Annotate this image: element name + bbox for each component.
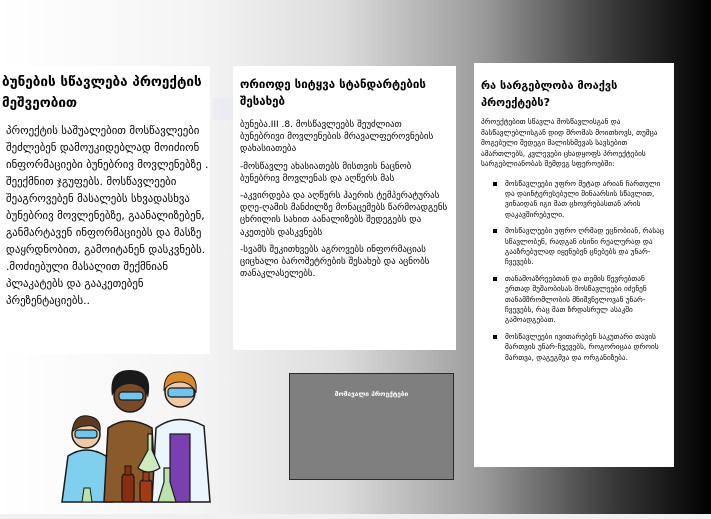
scientists-clipart-image	[48, 356, 224, 504]
standards-paragraph: -აკვირდება და აღწერს ჰაერის ტემპერატურას დღე-ღამის მანძილზე მონაცემებს წარმოადგენს ცხრილის სახით აანალიზებს შედეგებს და აკეთებს დასკვნებს	[240, 191, 448, 238]
benefit-item: მოსწავლეები ივითარებენ საკუთარი თავის მართვის უნარ-ჩვევებს, როგორიცაა დროის მართვა, დაგეგმვა და ორგანიზება.	[505, 332, 666, 363]
benefits-list	[481, 179, 666, 364]
standards-paragraph: ბუნება.III .8. მოსწავლეებს შეუძლიათ ბუნებრივი მოვლენების მრავალფეროვნების დახასიათება	[240, 120, 434, 155]
bottom-strip	[0, 514, 711, 519]
standards-paragraph: -სვამს შეკითხვებს აგროვებს ინფორმაციას ციცხალი ბაროშეტრების შესახებ და აცნობს თანაკლასელებს.	[240, 244, 430, 280]
panel-benefits-title: რა სარგებლობა მოაქვს პროექტებს?	[481, 79, 618, 109]
panel-intro-body: პროექტის საშუალებით მოსწავლეები შეძლებენ დამოუკიდებლად მოიძიონ ინფორმაციები ბუნებრივ მოვლენებზე . შეექმნით ჯგუფებს. მოსწავლეები შეაგროვებენ მასალებს სხვადასხვა ბუნებრივ მოვლენებზე, გაანალიზებენ, განმარტავენ ინფორმაციებს და მასზე დაყრდნობით, გამოიტანენ დასკვნებს. .მოძიებული მასალით შექმნიან პლაკატებს და გააკეთებენ პრეზენტაციებს..	[6, 124, 209, 307]
image-placeholder[interactable]	[289, 373, 454, 480]
standards-paragraph: -მოსწავლე ახასიათებს მისთვის ნაცნობ ბუნებრივ მოვლენას და აღწერს მას	[240, 161, 412, 184]
panel-standards-title: ორიოდე სიტყვა სტანდარტების შესახებ	[240, 77, 426, 108]
panel-intro	[0, 66, 210, 354]
image-placeholder-caption: მომავალი პროექტები	[334, 390, 409, 398]
panel-benefits	[474, 63, 674, 467]
benefit-item: თანამოაზრეებთან და თემის წევრებთან ერთად მუშაობისას მოსწავლეები იძენენ თანამშრომლობის მნიშვნელოვან უნარ-ჩვევებს, რაც მათ ზრდასრულ ასაკში გამოადგებათ.	[505, 274, 666, 326]
panel-standards	[233, 66, 456, 350]
panel-benefits-intro: პროექტებით სწავლა მოსწავლისგან და მასწავლებლისგან დიდ შრომას მოითხოვს, თუმცა მოგებული შედეგი მალისხმევას სავსებით ამართლებს, კვლევები ცხადყოფს პროექტების სარგებლიანობას შემდეგ სფეროებში:	[481, 117, 658, 168]
benefit-item: მოსწავლეები უფრო მეტად არიან ჩართული და დაინტერესებული შინაარსის სწავლით, ვინაიდან იგი მათ ცხოვრებასთან არის დაკავშირებული.	[505, 179, 666, 221]
benefit-item: მოსწავლეები უფრო ღრმად ეცნობიან, რასაც სწავლობენ, რადგან ისინი რეალურად და გააზრებულად იყენებენ ცნებებს და უნარ-ჩვევებს.	[505, 226, 665, 267]
panel-intro-title: ბუნების სწავლება პროექტის მეშვეობით	[2, 74, 202, 111]
